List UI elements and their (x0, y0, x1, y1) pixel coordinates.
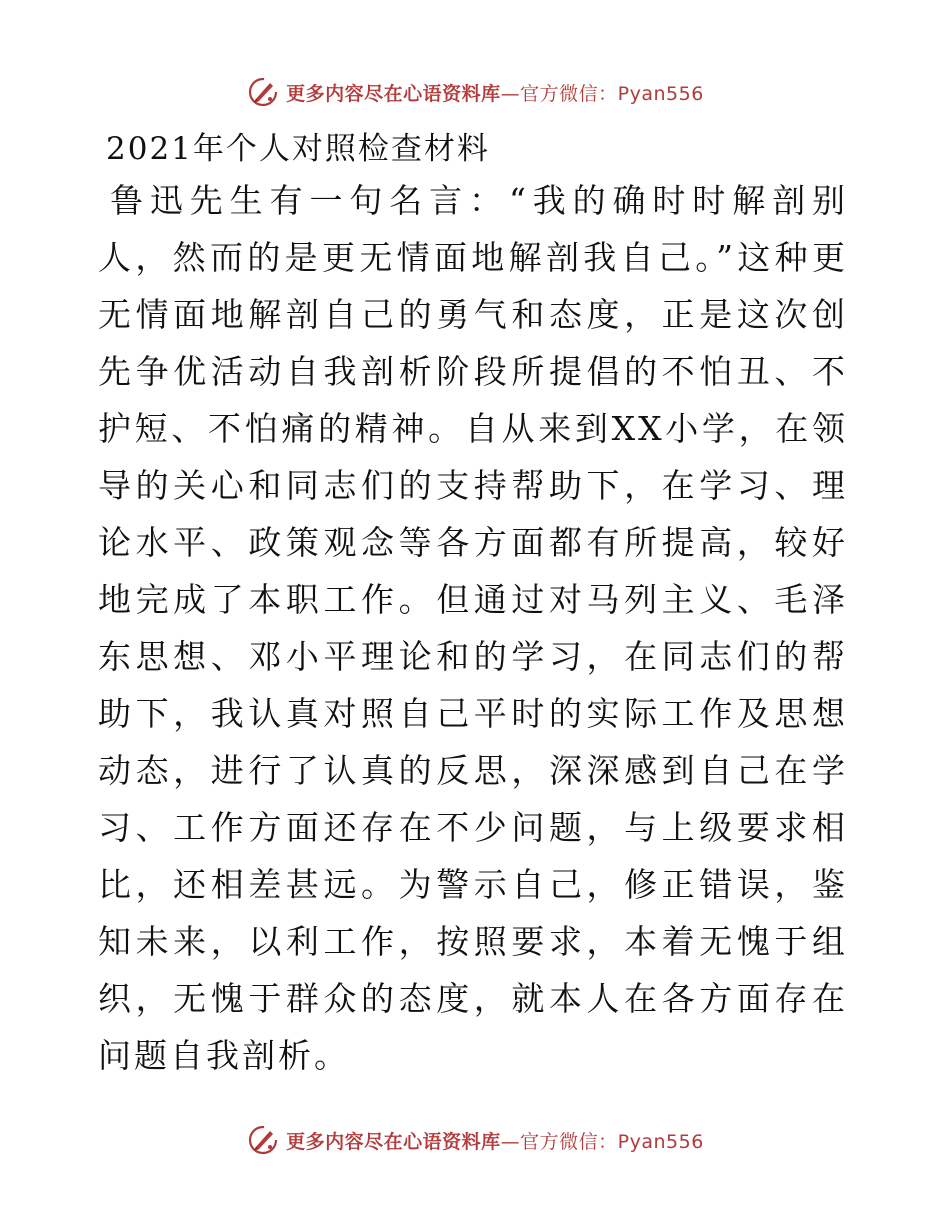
header-watermark-banner (0, 72, 950, 112)
banner-brand: 更多内容尽在心语资料库 (286, 82, 501, 105)
banner-wechat: 官方微信：Pyan556 (520, 1130, 704, 1153)
quill-pen-logo-icon (246, 75, 280, 109)
document-paragraph: 鲁迅先生有一句名言：“我的确时时解剖别人，然而的是更无情面地解剖我自己。”这种更无情面地解剖自己的勇气和态度，正是这次创先争优活动自我剖析阶段所提倡的不怕丑、不护短、不怕痛的精神。自从来到XX小学，在领导的关心和同志们的支持帮助下，在学习、理论水平、政策观念等各方面都有所提高，较好地完成了本职工作。但通过对马列主义、毛泽东思想、邓小平理论和的学习，在同志们的帮助下，我认真对照自己平时的实际工作及思想动态，进行了认真的反思，深深感到自己在学习、工作方面还存在不少问题，与上级要求相比，还相差甚远。为警示自己，修正错误，鉴知未来，以利工作，按照要求，本着无愧于组织，无愧于群众的态度，就本人在各方面存在问题自我剖析。 (98, 181, 848, 1075)
header-banner-text (286, 79, 704, 106)
footer-watermark-banner (0, 1120, 950, 1160)
document-title: 2021年个人对照检查材料 (106, 131, 490, 167)
banner-wechat: 官方微信：Pyan556 (520, 82, 704, 105)
banner-brand: 更多内容尽在心语资料库 (286, 1130, 501, 1153)
quill-pen-logo-icon (246, 1123, 280, 1157)
banner-separator: — (500, 1130, 521, 1153)
footer-banner-text (286, 1127, 704, 1154)
banner-separator: — (500, 82, 521, 105)
